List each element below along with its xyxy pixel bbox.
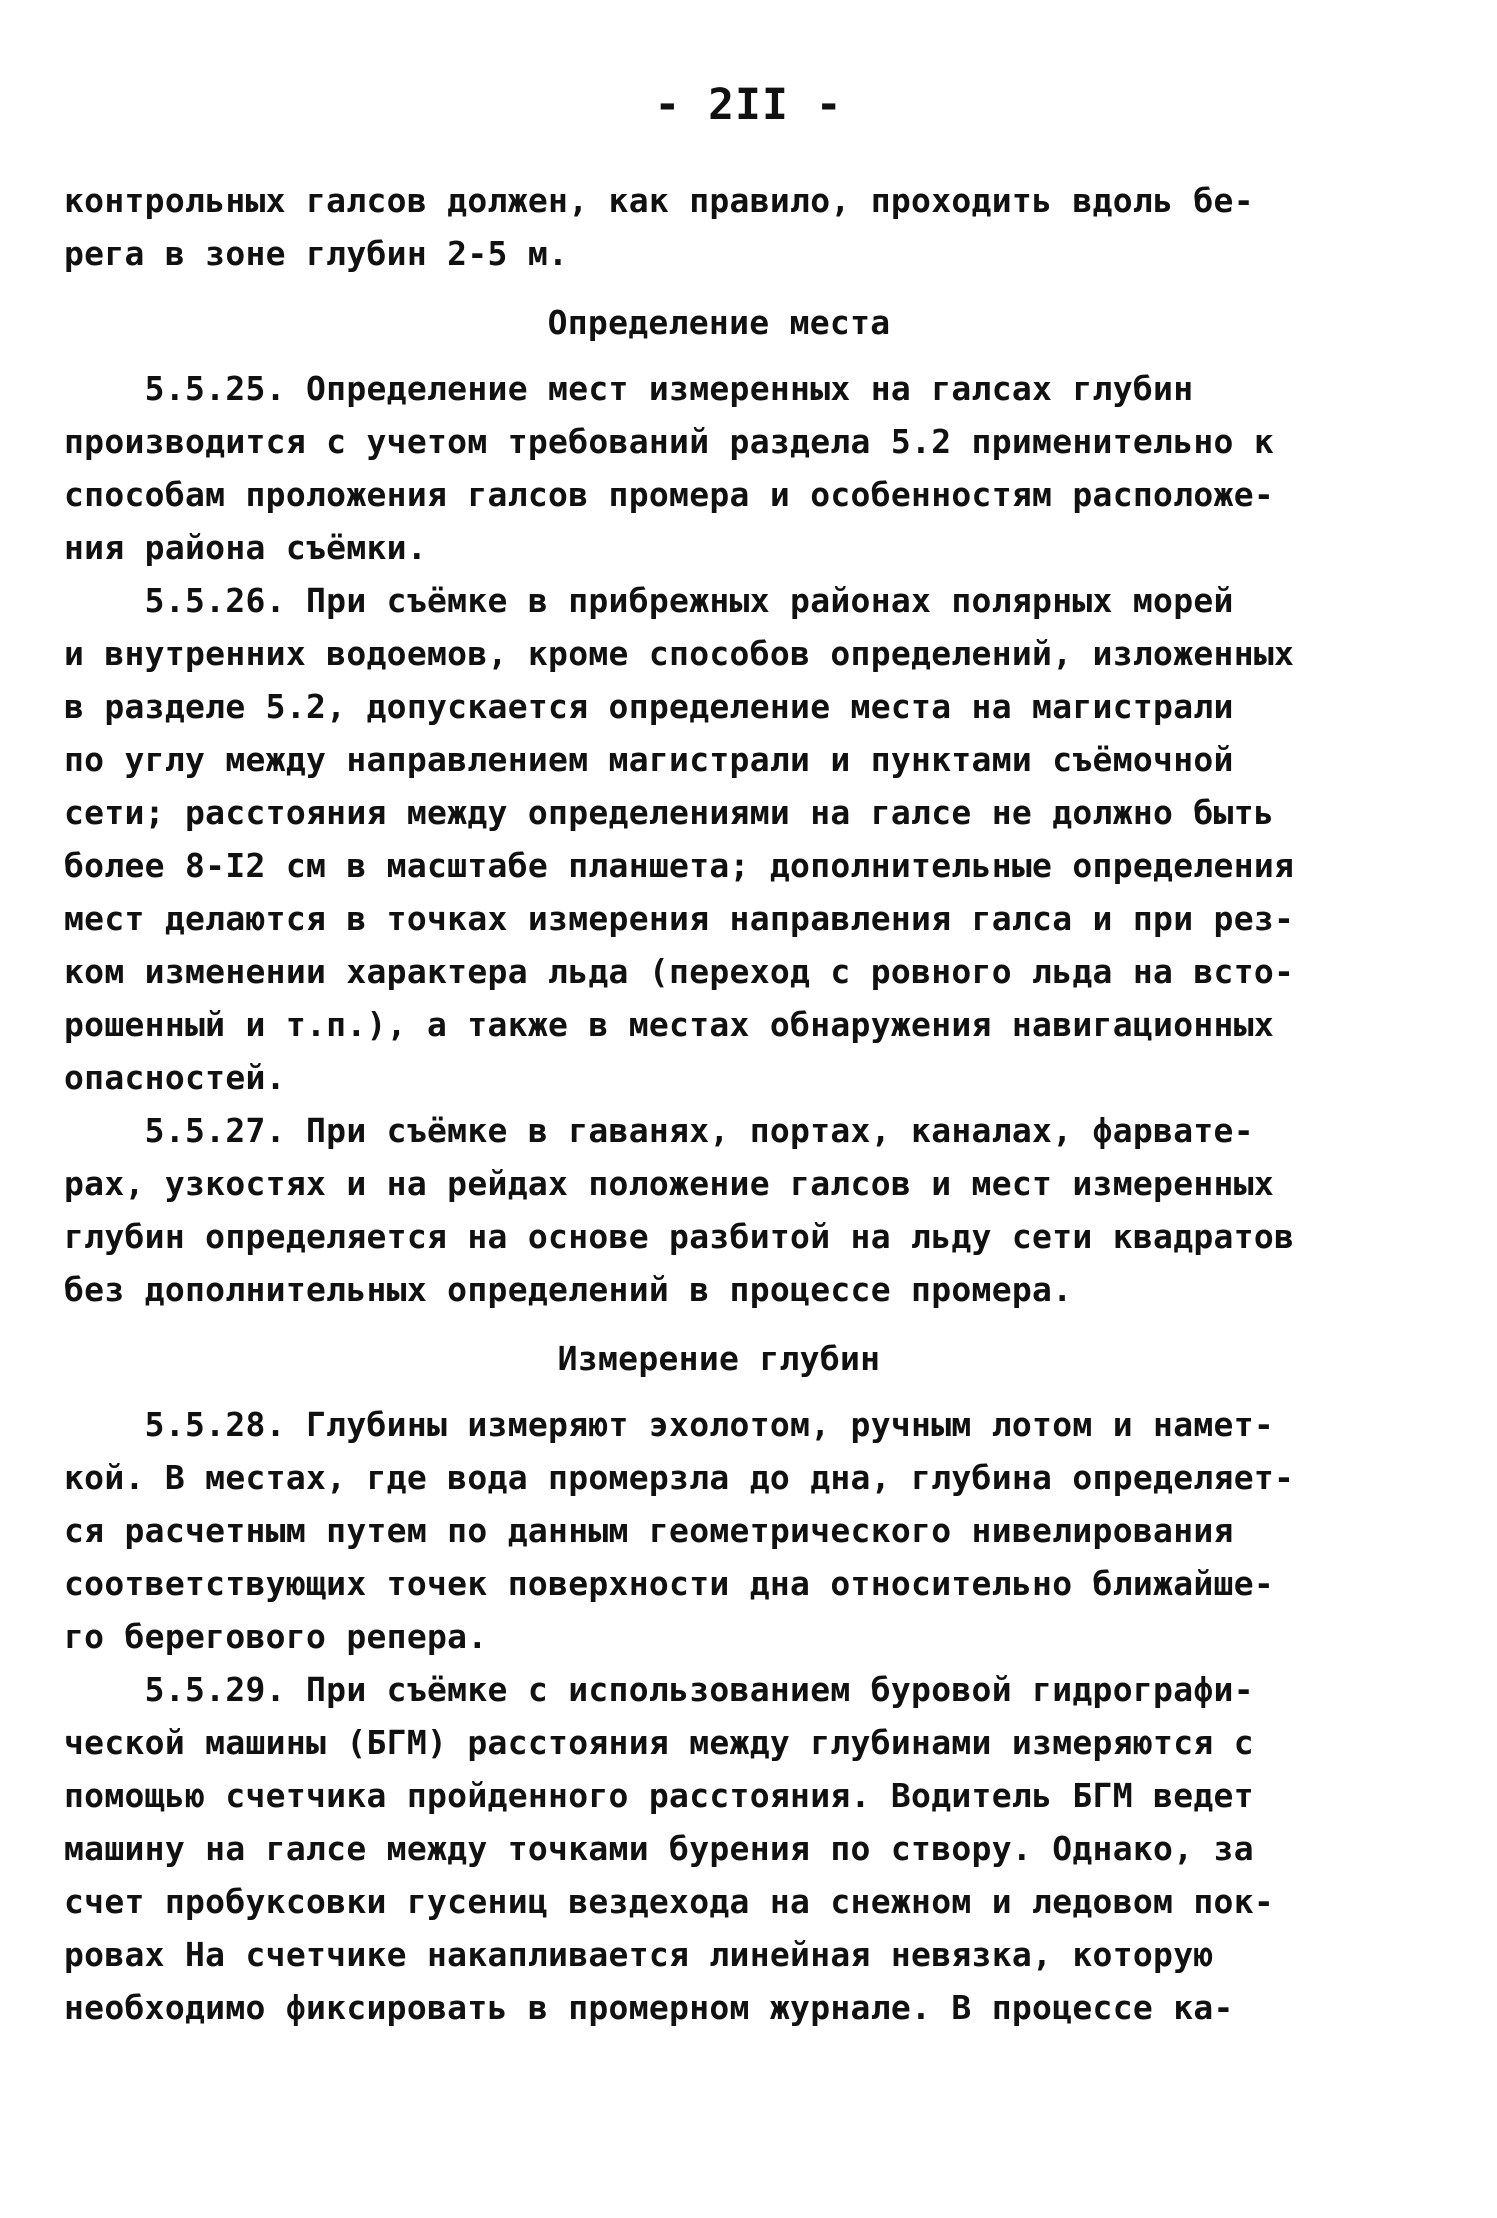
text-line: ческой машины (БГМ) расстояния между глубинами измеряются с [64, 1723, 1254, 1762]
text-line: соответствующих точек поверхности дна относительно ближайше- [64, 1564, 1275, 1603]
text-line: ся расчетным путем по данным геометрического нивелирования [64, 1511, 1234, 1550]
text-line: 5.5.26. При съёмке в прибрежных районах полярных морей [64, 581, 1234, 620]
text-line: более 8-I2 см в масштабе планшета; дополнительные определения [64, 846, 1295, 885]
text-line: помощью счетчика пройденного расстояния. Водитель БГМ ведет [64, 1776, 1254, 1815]
text-line: 5.5.27. При съёмке в гаванях, портах, каналах, фарвате- [64, 1111, 1254, 1150]
text-line: в разделе 5.2, допускается определение места на магистрали [64, 687, 1234, 726]
paragraph [64, 1104, 1374, 1316]
text-line: производится с учетом требований раздела 5.2 применительно к [64, 422, 1275, 461]
text-line: го берегового репера. [64, 1617, 488, 1656]
text-line: без дополнительных определений в процессе промера. [64, 1270, 1073, 1309]
body-text [64, 174, 1374, 2034]
text-line: рошенный и т.п.), а также в местах обнаружения навигационных [64, 1005, 1275, 1044]
text-line: по углу между направлением магистрали и пунктами съёмочной [64, 740, 1234, 779]
text-line: способам проложения галсов промера и особенностям расположе- [64, 475, 1275, 514]
paragraph [64, 1398, 1374, 1663]
text-line: необходимо фиксировать в промерном журнале. В процессе ка- [64, 1988, 1234, 2027]
paragraph [64, 174, 1374, 280]
text-line: счет пробуксовки гусениц вездехода на снежном и ледовом пок- [64, 1882, 1275, 1921]
section-heading: Измерение глубин [557, 1339, 881, 1378]
text-line: кой. В местах, где вода промерзла до дна, глубина определяет- [64, 1458, 1295, 1497]
text-line: мест делаются в точках измерения направления галса и при рез- [64, 899, 1295, 938]
text-line: ком изменении характера льда (переход с ровного льда на всто- [64, 952, 1295, 991]
text-line: 5.5.29. При съёмке с использованием буровой гидрографи- [64, 1670, 1254, 1709]
text-line: ния района съёмки. [64, 528, 428, 567]
text-line: 5.5.28. Глубины измеряют эхолотом, ручным лотом и намет- [64, 1405, 1275, 1444]
text-line: рега в зоне глубин 2-5 м. [64, 234, 569, 273]
paragraph [64, 1663, 1374, 2034]
paragraph [64, 362, 1374, 574]
text-line: контрольных галсов должен, как правило, проходить вдоль бе- [64, 181, 1254, 220]
text-line: ровах На счетчике накапливается линейная невязка, которую [64, 1935, 1214, 1974]
text-line: сети; расстояния между определениями на галсе не должно быть [64, 793, 1275, 832]
page-number: - 2II - [654, 80, 843, 130]
paragraph [64, 574, 1374, 1104]
text-line: рах, узкостях и на рейдах положение галсов и мест измеренных [64, 1164, 1275, 1203]
text-line: опасностей. [64, 1058, 286, 1097]
section-heading: Определение места [547, 303, 891, 342]
text-line: глубин определяется на основе разбитой на льду сети квадратов [64, 1217, 1295, 1256]
text-line: и внутренних водоемов, кроме способов определений, изложенных [64, 634, 1295, 673]
text-line: машину на галсе между точками бурения по створу. Однако, за [64, 1829, 1254, 1868]
text-line: 5.5.25. Определение мест измеренных на галсах глубин [64, 369, 1194, 408]
